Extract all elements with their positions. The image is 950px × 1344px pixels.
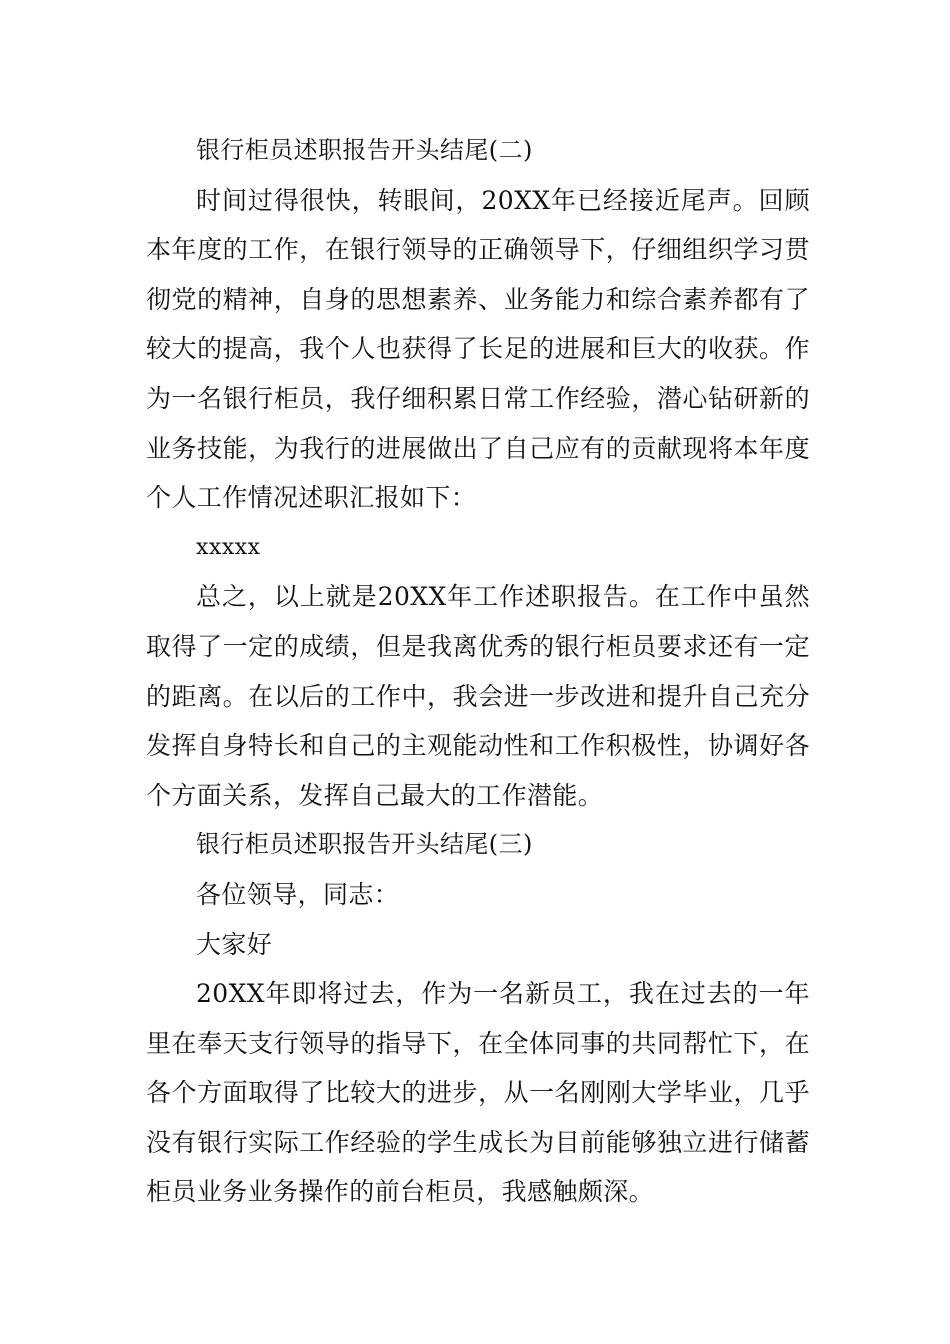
placeholder-text: xxxxx <box>196 534 261 560</box>
greeting: 大家好 <box>196 929 273 959</box>
section-heading-3: 银行柜员述职报告开头结尾(三) <box>196 830 533 859</box>
document-body <box>146 126 810 1217</box>
paragraph-new-employee: 20XX年即将过去，作为一名新员工，我在过去的一年里在奉天支行领导的指导下，在全体同事的共同帮忙下，在各个方面取得了比较大的进步，从一名刚刚大学毕业，几乎没有银行实际工作经验的学生成长为目前能够独立进行储蓄柜员业务业务操作的前台柜员，我感触颇深。 <box>146 979 810 1207</box>
paragraph-intro: 时间过得很快，转眼间，20XX年已经接近尾声。回顾本年度的工作，在银行领导的正确领导下，仔细组织学习贯彻党的精神，自身的思想素养、业务能力和综合素养都有了较大的提高，我个人也获得了长足的进展和巨大的收获。作为一名银行柜员，我仔细积累日常工作经验，潜心钻研新的业务技能，为我行的进展做出了自己应有的贡献现将本年度个人工作情况述职汇报如下： <box>146 185 810 513</box>
salutation: 各位领导，同志： <box>196 879 400 909</box>
section-heading-2: 银行柜员述职报告开头结尾(二) <box>196 136 533 164</box>
paragraph-summary: 总之，以上就是20XX年工作述职报告。在工作中虽然取得了一定的成绩，但是我离优秀的银行柜员要求还有一定的距离。在以后的工作中，我会进一步改进和提升自己充分发挥自身特长和自己的主观能动性和工作积极性，协调好各个方面关系，发挥自己最大的工作潜能。 <box>146 582 810 810</box>
